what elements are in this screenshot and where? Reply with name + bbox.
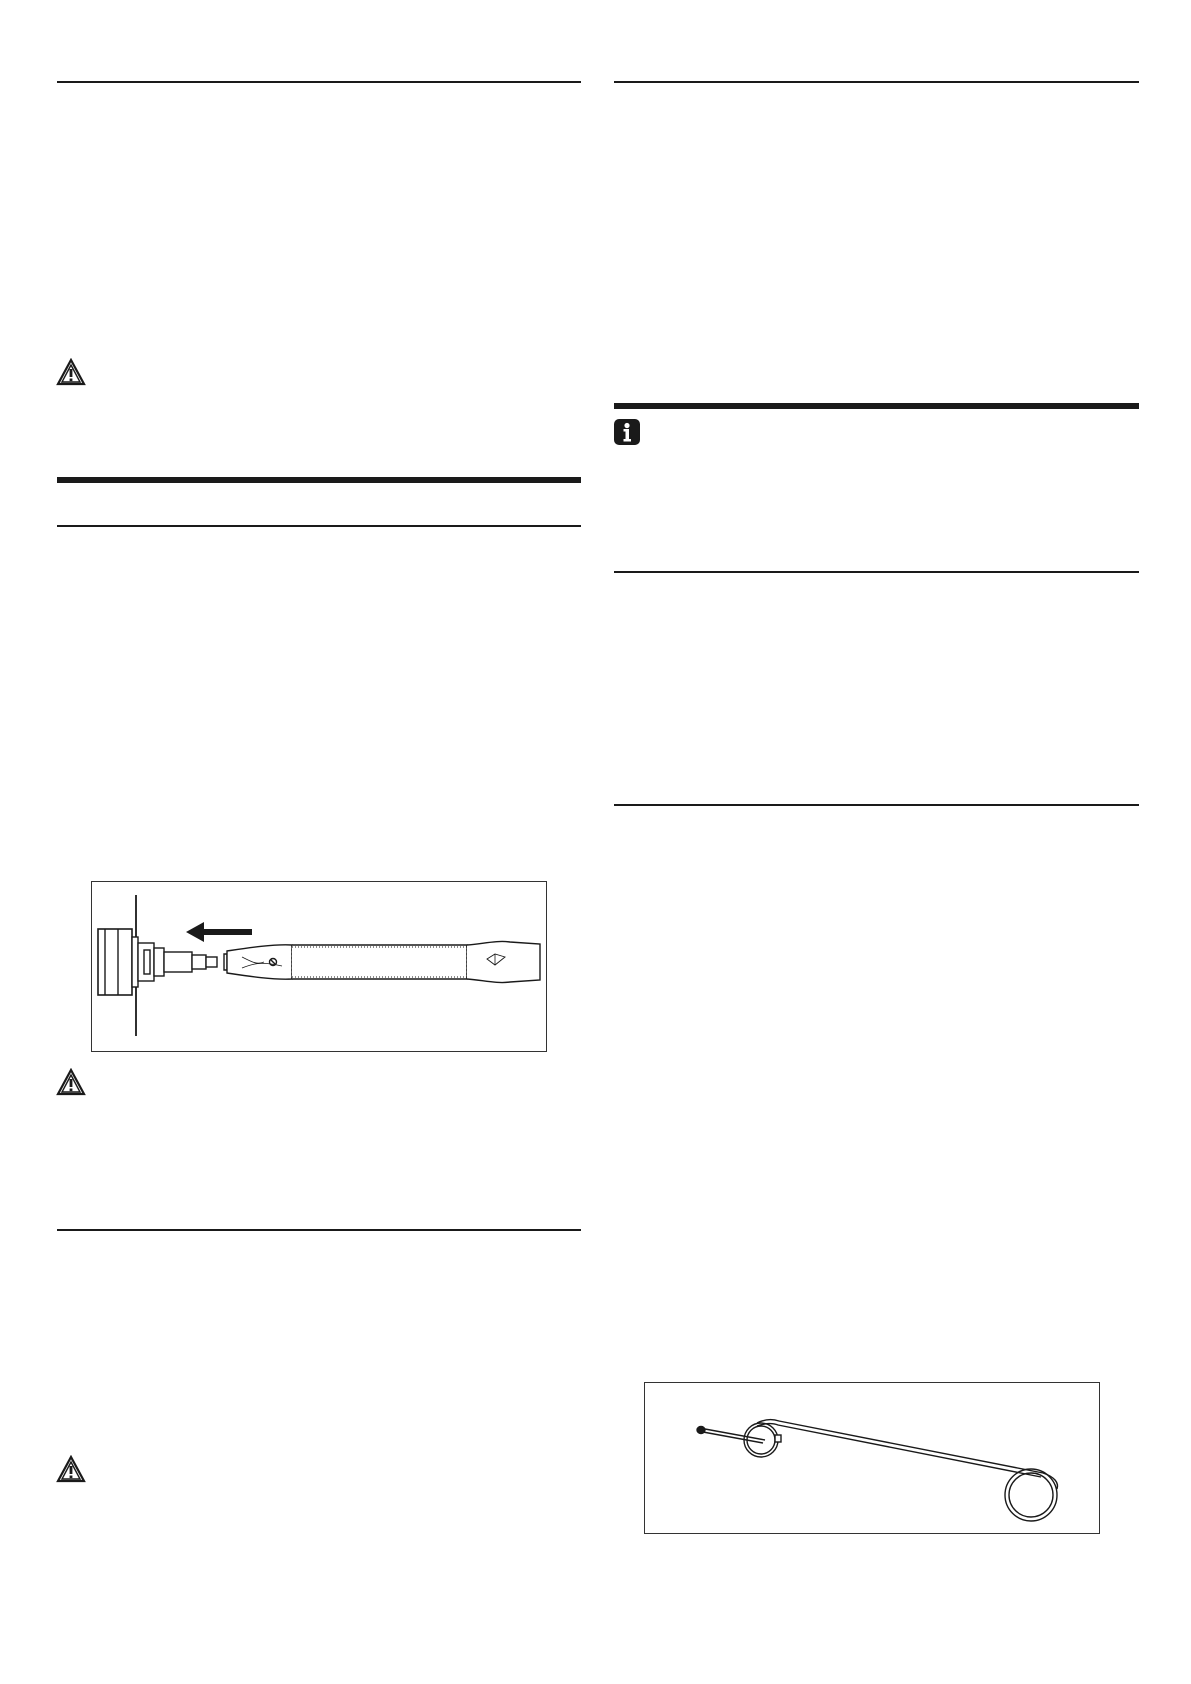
- section-rule-top-right: [614, 81, 1139, 83]
- section-rule-left-3: [57, 1229, 581, 1231]
- section-rule-thick-right: [614, 403, 1139, 409]
- section-rule-thick-left: [57, 477, 581, 483]
- section-rule-right-3: [614, 804, 1139, 806]
- warning-triangle-icon: [56, 358, 86, 391]
- warning-triangle-icon: [56, 1455, 86, 1488]
- section-rule-left-2: [57, 525, 581, 527]
- screwdriver-valve-figure: [91, 881, 547, 1052]
- coil-spring-figure: [644, 1382, 1100, 1534]
- warning-triangle-icon: [56, 1068, 86, 1101]
- info-icon: [614, 419, 640, 450]
- section-rule-right-2: [614, 571, 1139, 573]
- section-rule-top-left: [57, 81, 581, 83]
